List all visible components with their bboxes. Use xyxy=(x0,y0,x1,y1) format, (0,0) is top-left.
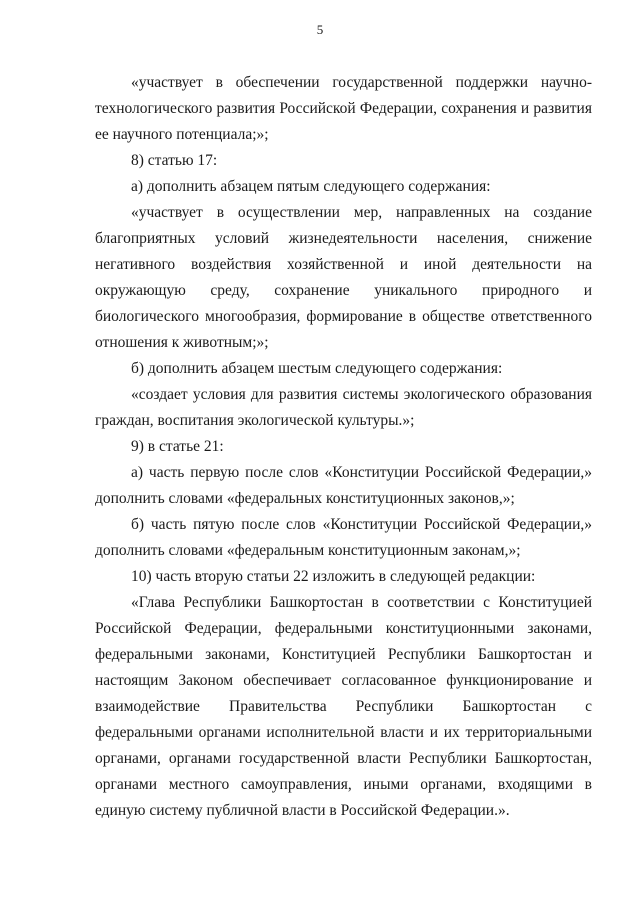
paragraph-item-9a: а) часть первую после слов «Конституции Российской Федерации,» дополнить словами «федеральных конституционных законов,»; xyxy=(95,464,592,507)
paragraph-quote-ecology: «участвует в осуществлении мер, направленных на создание благоприятных условий жизнедеятельности населения, снижение негативного воздействия хозяйственной и иной деятельности на окружающую среду, сохранение уникального природного и биологического многообразия, формирование в обществе ответственного отношения к животным;»; xyxy=(95,204,592,351)
paragraph-item-8b: б) дополнить абзацем шестым следующего содержания: xyxy=(131,360,503,377)
paragraph-item-10: 10) часть вторую статьи 22 изложить в следующей редакции: xyxy=(131,568,536,585)
paragraph-item-9: 9) в статье 21: xyxy=(131,438,224,455)
page-number: 5 xyxy=(316,22,324,37)
paragraph-quote-head: «Глава Республики Башкортостан в соответствии с Конституцией Российской Федерации, федеральными конституционными законами, федеральными законами, Конституцией Республики Башкортостан и настоящим Законом обеспечивает согласованное функционирование и взаимодействие Правительства Республики Башкортостан с федеральными органами исполнительной власти и их территориальными органами, органами государственной власти Республики Башкортостан, органами местного самоуправления, иными органами, входящими в единую систему публичной власти в Российской Федерации.». xyxy=(95,594,592,819)
paragraph-quote-education: «создает условия для развития системы экологического образования граждан, воспитания экологической культуры.»; xyxy=(95,386,592,429)
paragraph-item-9b: б) часть пятую после слов «Конституции Российской Федерации,» дополнить словами «федеральным конституционным законам,»; xyxy=(95,516,592,559)
document-body xyxy=(95,70,592,824)
paragraph-item-8: 8) статью 17: xyxy=(131,152,218,169)
paragraph-item-8a: а) дополнить абзацем пятым следующего содержания: xyxy=(131,178,491,195)
paragraph-quote-science: «участвует в обеспечении государственной поддержки научно-технологического развития Российской Федерации, сохранения и развития ее научного потенциала;»; xyxy=(95,74,592,143)
